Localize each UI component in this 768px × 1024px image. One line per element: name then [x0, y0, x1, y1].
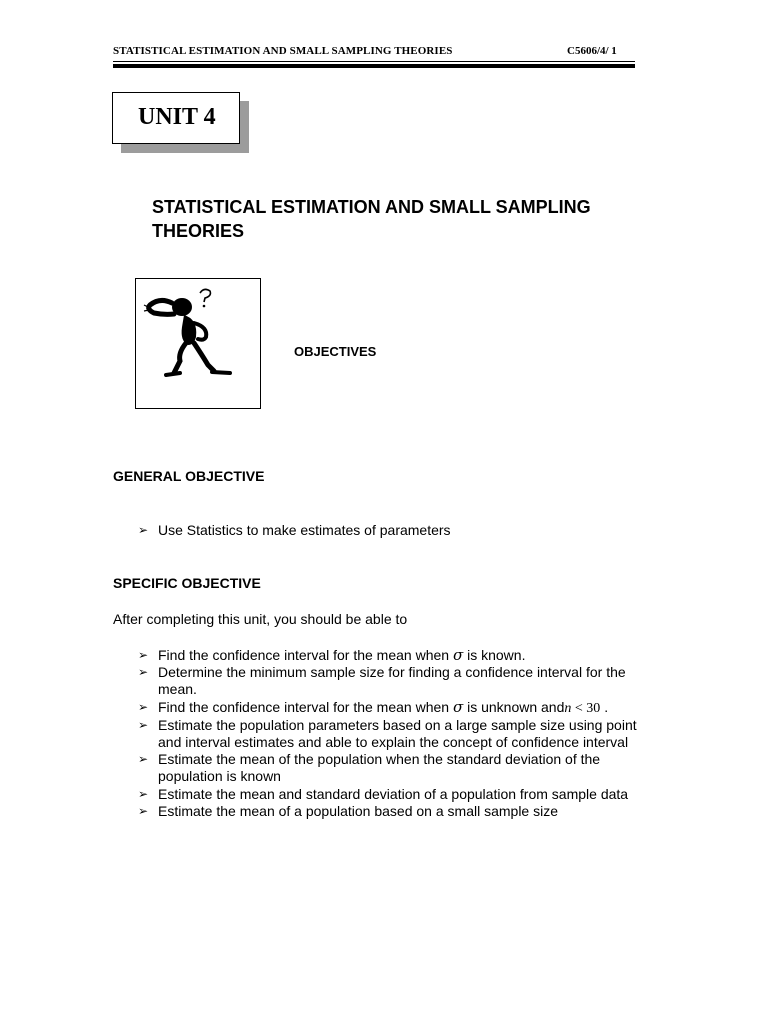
thinking-figure-icon	[142, 283, 254, 401]
arrow-bullet-icon: ➢	[138, 665, 149, 680]
sample-size-condition	[564, 701, 600, 716]
specific-objective-heading: SPECIFIC OBJECTIVE	[113, 575, 261, 591]
unit-label: UNIT 4	[112, 92, 240, 144]
list-item-text: Find the confidence interval for the mean when	[158, 698, 450, 715]
arrow-bullet-icon: ➢	[138, 523, 149, 537]
arrow-bullet-icon: ➢	[138, 803, 149, 818]
specific-objective-list	[113, 647, 653, 820]
list-item-text: Determine the minimum sample size for finding a confidence interval for the mean.	[158, 664, 626, 698]
header-rule-thick	[113, 64, 635, 68]
list-item-text: Estimate the mean of a population based on a small sample size	[158, 802, 559, 819]
running-header-title: STATISTICAL ESTIMATION AND SMALL SAMPLING THEORIES	[113, 45, 453, 57]
unit-title: STATISTICAL ESTIMATION AND SMALL SAMPLING THEORIES	[152, 197, 591, 241]
list-item	[113, 717, 653, 751]
list-item	[113, 786, 653, 803]
variable-n: n	[564, 700, 572, 716]
list-item	[113, 664, 653, 698]
list-item-text: Estimate the population parameters based on a large sample size using point and interval estimates and able to explain the concept of confidence interval	[158, 716, 637, 751]
list-item	[113, 522, 653, 539]
arrow-bullet-icon: ➢	[138, 648, 149, 662]
list-item-text: is unknown and	[467, 698, 565, 715]
arrow-bullet-icon: ➢	[138, 786, 149, 801]
general-objective-list	[113, 522, 653, 539]
list-item-end: .	[604, 698, 609, 715]
specific-objective-intro: After completing this unit, you should be able to	[113, 611, 408, 627]
arrow-bullet-icon: ➢	[138, 752, 149, 767]
page-code: C5606/4/ 1	[567, 45, 617, 57]
list-item-text: Find the confidence interval for the mean when	[158, 647, 450, 663]
list-item	[113, 699, 653, 717]
list-item	[113, 803, 653, 820]
list-item-text: Use Statistics to make estimates of parameters	[158, 522, 451, 538]
list-item-text: is known.	[467, 647, 526, 663]
objectives-label: OBJECTIVES	[294, 344, 377, 359]
general-objective-heading: GENERAL OBJECTIVE	[113, 468, 265, 484]
list-item-text: Estimate the mean of the population when the standard deviation of the population is known	[158, 751, 601, 785]
list-item-text: Estimate the mean and standard deviation of a population from sample data	[158, 785, 629, 802]
sigma-symbol: σ	[452, 646, 464, 664]
header-rule-thin	[113, 61, 635, 62]
arrow-bullet-icon: ➢	[138, 699, 149, 714]
sigma-symbol: σ	[452, 697, 464, 716]
arrow-bullet-icon: ➢	[138, 717, 149, 732]
list-item	[113, 647, 653, 664]
list-item	[113, 751, 653, 785]
thinking-figure-frame	[135, 278, 261, 409]
condition-value: < 30	[571, 700, 601, 716]
